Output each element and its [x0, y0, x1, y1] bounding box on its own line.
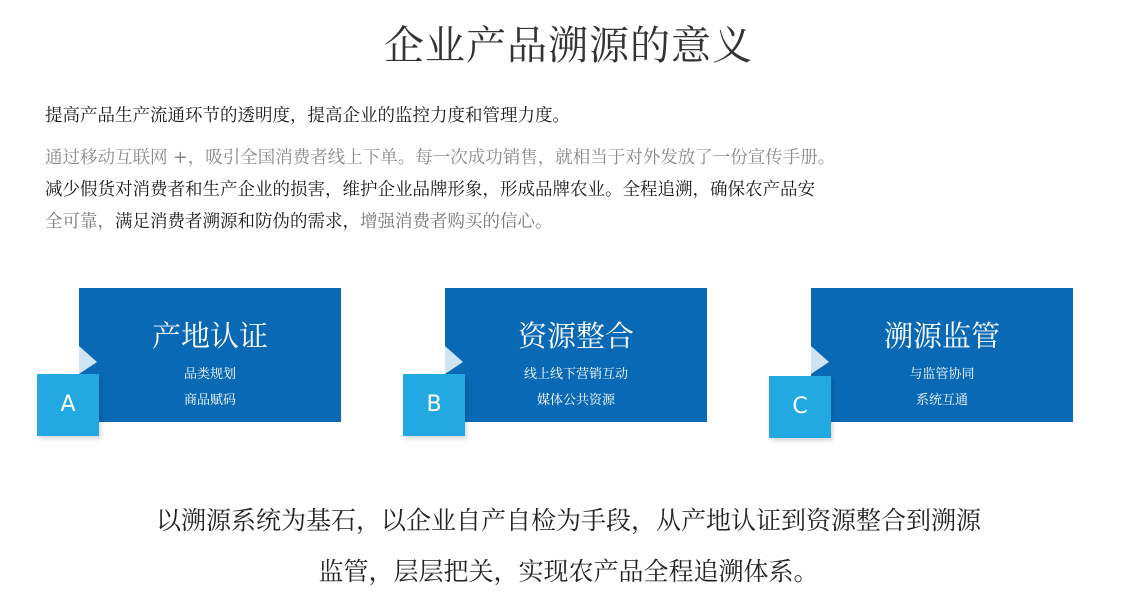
intro-line-1: 提高产品生产流通环节的透明度，提高企业的监控力度和管理力度。 — [45, 106, 570, 126]
badge-a: A — [37, 374, 99, 436]
badge-b: B — [403, 374, 465, 436]
card-resource-integration — [445, 288, 707, 422]
intro-line-2: 通过移动互联网 +，吸引全国消费者线上下单。每一次成功销售，就相当于对外发放了一份宣传手册。 — [45, 148, 836, 168]
intro-line-3: 减少假货对消费者和生产企业的损害，维护企业品牌形象，形成品牌农业。全程追溯，确保农产品安 — [45, 180, 815, 200]
intro-line-4c: 增强消费者购买的信心。 — [360, 212, 553, 232]
page-title: 企业产品溯源的意义 — [384, 23, 753, 69]
card-line: 系统互通 — [915, 393, 968, 408]
card-line: 商品赋码 — [183, 393, 236, 408]
intro-line-4 — [45, 206, 1115, 238]
intro-line-4a: 全可靠， — [45, 212, 115, 232]
card-line: 品类规划 — [183, 367, 236, 382]
card-traceability-supervision — [811, 288, 1073, 422]
card-title: 溯源监管 — [883, 319, 1000, 353]
intro-line-4b: 满足消费者溯源和防伪的需求， — [115, 212, 360, 232]
closing-line-2: 监管，层层把关，实现农产品全程追溯体系。 — [318, 557, 819, 586]
badge-c: C — [769, 376, 831, 438]
intro-paragraph — [45, 142, 1115, 238]
card-title: 资源整合 — [517, 319, 634, 353]
closing-line-1: 以溯源系统为基石，以企业自产自检为手段，从产地认证到资源整合到溯源 — [155, 506, 981, 535]
card-title: 产地认证 — [151, 319, 268, 353]
card-line: 媒体公共资源 — [536, 393, 615, 408]
card-line: 与监管协同 — [909, 367, 975, 382]
card-line: 线上线下营销互动 — [523, 367, 628, 382]
card-origin-certification — [79, 288, 341, 422]
